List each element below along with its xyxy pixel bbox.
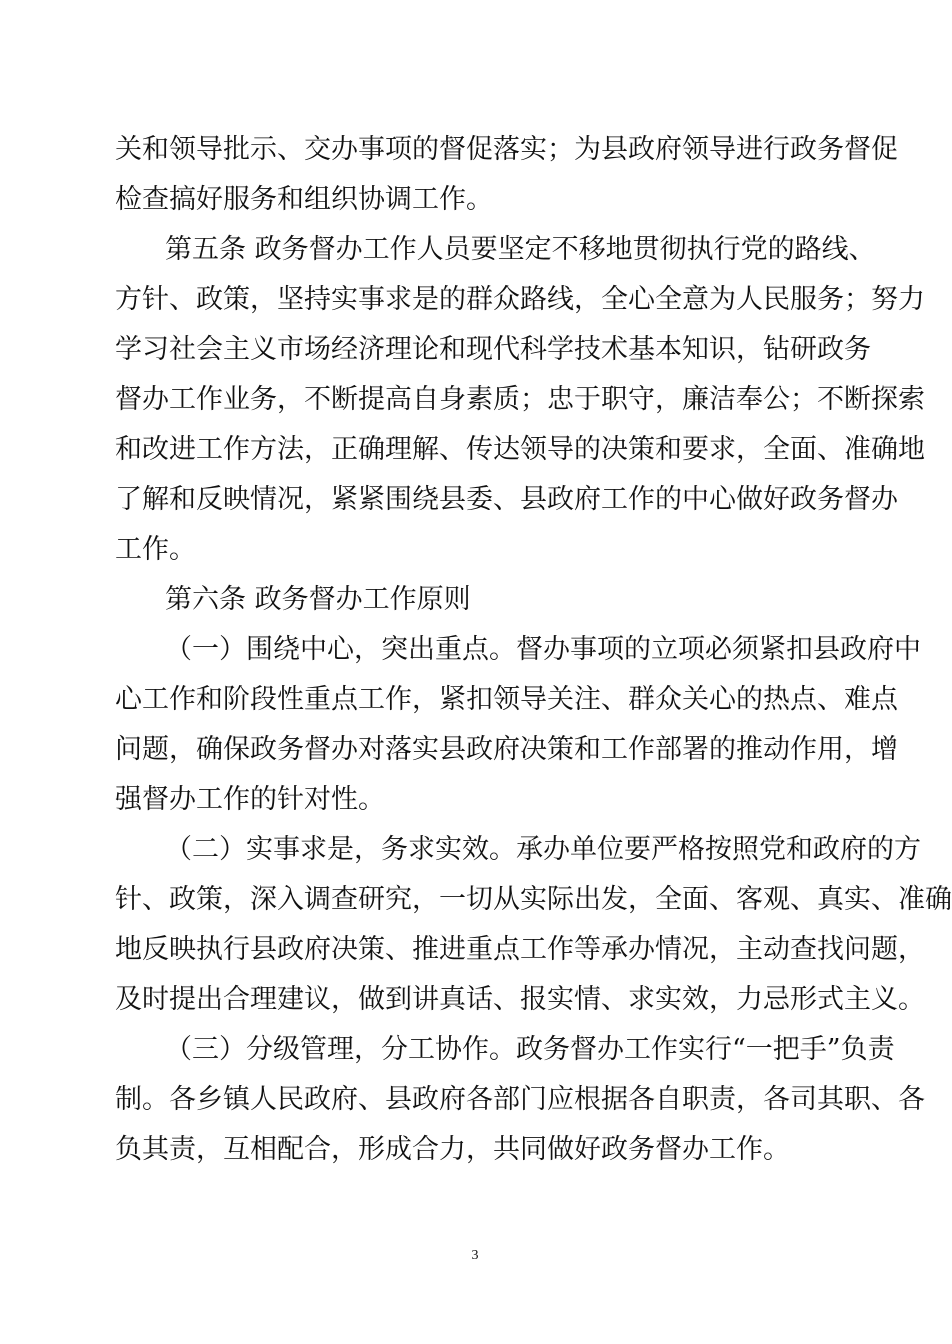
text-line-5: 学习社会主义市场经济理论和现代科学技术基本知识，钻研政务 [115, 334, 871, 365]
text-line-21: 负其责，互相配合，形成合力，共同做好政务督办工作。 [115, 1134, 790, 1165]
article-5-heading-line: 第五条 政务督办工作人员要坚定不移地贯彻执行党的路线、 [165, 234, 876, 265]
principle-1-line: （一）围绕中心，突出重点。督办事项的立项必须紧扣县政府中 [165, 634, 921, 665]
text-line-9: 工作。 [115, 534, 196, 565]
page-number: 3 [471, 1248, 479, 1263]
text-line-1: 关和领导批示、交办事项的督促落实；为县政府领导进行政务督促 [115, 134, 898, 165]
text-line-4: 方针、政策，坚持实事求是的群众路线，全心全意为人民服务；努力 [115, 284, 925, 315]
text-line-18: 及时提出合理建议，做到讲真话、报实情、求实效，力忌形式主义。 [115, 984, 925, 1015]
text-line-20: 制。各乡镇人民政府、县政府各部门应根据各自职责，各司其职、各 [115, 1084, 925, 1115]
text-line-6: 督办工作业务，不断提高自身素质；忠于职守，廉洁奉公；不断探索 [115, 384, 925, 415]
principle-2-line: （二）实事求是，务求实效。承办单位要严格按照党和政府的方 [165, 834, 921, 865]
text-line-2: 检查搞好服务和组织协调工作。 [115, 184, 493, 215]
text-line-7: 和改进工作方法，正确理解、传达领导的决策和要求，全面、准确地 [115, 434, 925, 465]
text-line-13: 问题，确保政务督办对落实县政府决策和工作部署的推动作用，增 [115, 734, 898, 765]
article-6-heading: 第六条 政务督办工作原则 [165, 584, 471, 615]
text-line-16: 针、政策，深入调查研究，一切从实际出发，全面、客观、真实、准确 [115, 884, 952, 915]
text-line-8: 了解和反映情况，紧紧围绕县委、县政府工作的中心做好政务督办 [115, 484, 898, 515]
text-line-17: 地反映执行县政府决策、推进重点工作等承办情况，主动查找问题， [115, 934, 925, 965]
principle-3-line: （三）分级管理，分工协作。政务督办工作实行“一把手”负责 [165, 1034, 895, 1065]
text-line-14: 强督办工作的针对性。 [115, 784, 385, 815]
text-line-12: 心工作和阶段性重点工作，紧扣领导关注、群众关心的热点、难点 [115, 684, 898, 715]
